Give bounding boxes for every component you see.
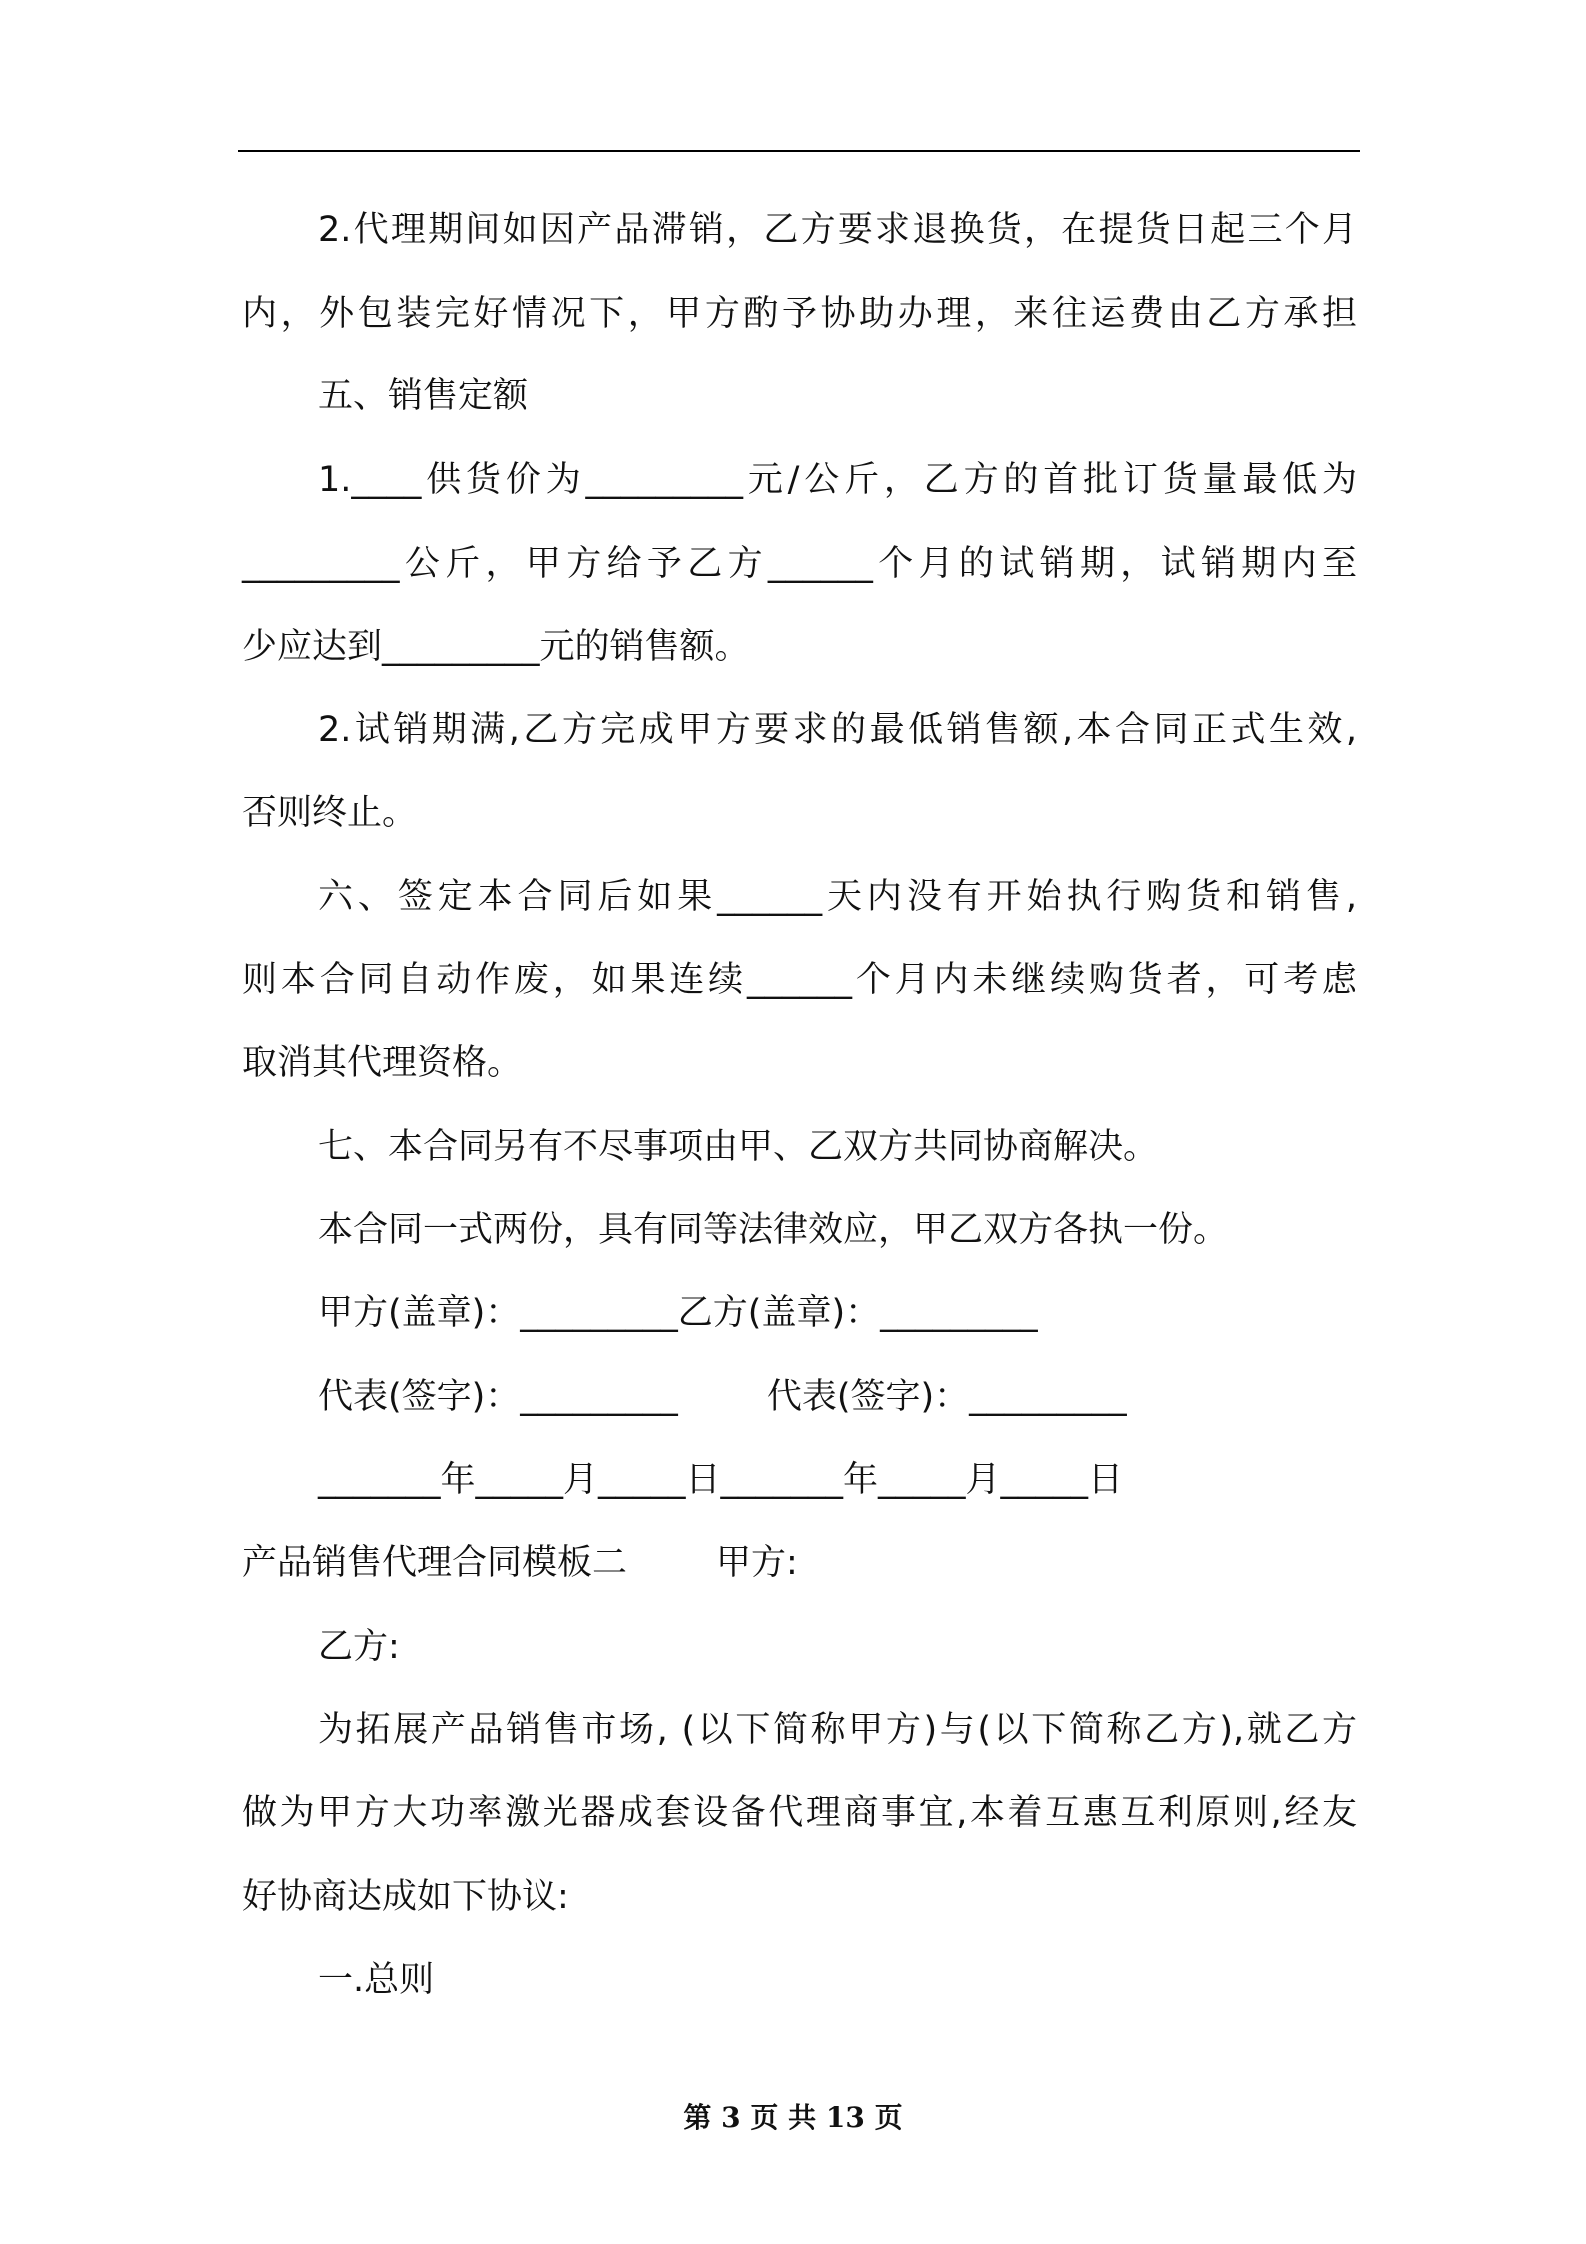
text-line: 少应达到_________元的销售额。 xyxy=(242,627,750,667)
text-line: 做为甲方大功率激光器成套设备代理商事宜,本着互惠互利原则,经友 xyxy=(242,1793,1357,1833)
text-line: 1.____供货价为_________元/公斤，乙方的首批订货量最低为 xyxy=(318,460,1357,500)
text-line: 2.试销期满,乙方完成甲方要求的最低销售额,本合同正式生效, xyxy=(318,710,1357,750)
text-line: 为拓展产品销售市场, (以下简称甲方)与(以下简称乙方),就乙方 xyxy=(318,1710,1357,1750)
section-heading: 五、销售定额 xyxy=(318,376,529,416)
text-line: 七、本合同另有不尽事项由甲、乙双方共同协商解决。 xyxy=(318,1127,1159,1167)
text-line: 六、签定本合同后如果______天内没有开始执行购货和销售, xyxy=(318,877,1357,917)
text-line: 本合同一式两份，具有同等法律效应，甲乙双方各执一份。 xyxy=(318,1210,1229,1250)
text-line: 否则终止。 xyxy=(242,793,418,833)
text-line: _________公斤，甲方给予乙方______个月的试销期，试销期内至 xyxy=(242,544,1357,584)
section-title: 产品销售代理合同模板二 甲方: xyxy=(242,1543,798,1583)
header-rule xyxy=(238,150,1360,152)
text-line: 2.代理期间如因产品滞销，乙方要求退换货，在提货日起三个月 xyxy=(318,210,1357,250)
text-line: 取消其代理资格。 xyxy=(242,1043,523,1083)
text-line: 好协商达成如下协议: xyxy=(242,1877,569,1917)
signature-line: 代表(签字)：_________ 代表(签字)：_________ xyxy=(318,1377,1127,1417)
signature-line: 甲方(盖章)：_________乙方(盖章)：_________ xyxy=(318,1293,1038,1333)
text-line: 内，外包装完好情况下，甲方酌予协助办理，来往运费由乙方承担 xyxy=(242,294,1357,334)
text-line: 则本合同自动作废，如果连续______个月内未继续购货者，可考虑 xyxy=(242,960,1357,1000)
section-heading: 一.总则 xyxy=(318,1960,435,2000)
date-line: _______年_____月_____日_______年_____月_____日 xyxy=(318,1460,1124,1500)
page-number: 第 3 页 共 13 页 xyxy=(683,2101,903,2134)
text-line: 乙方: xyxy=(318,1627,400,1667)
